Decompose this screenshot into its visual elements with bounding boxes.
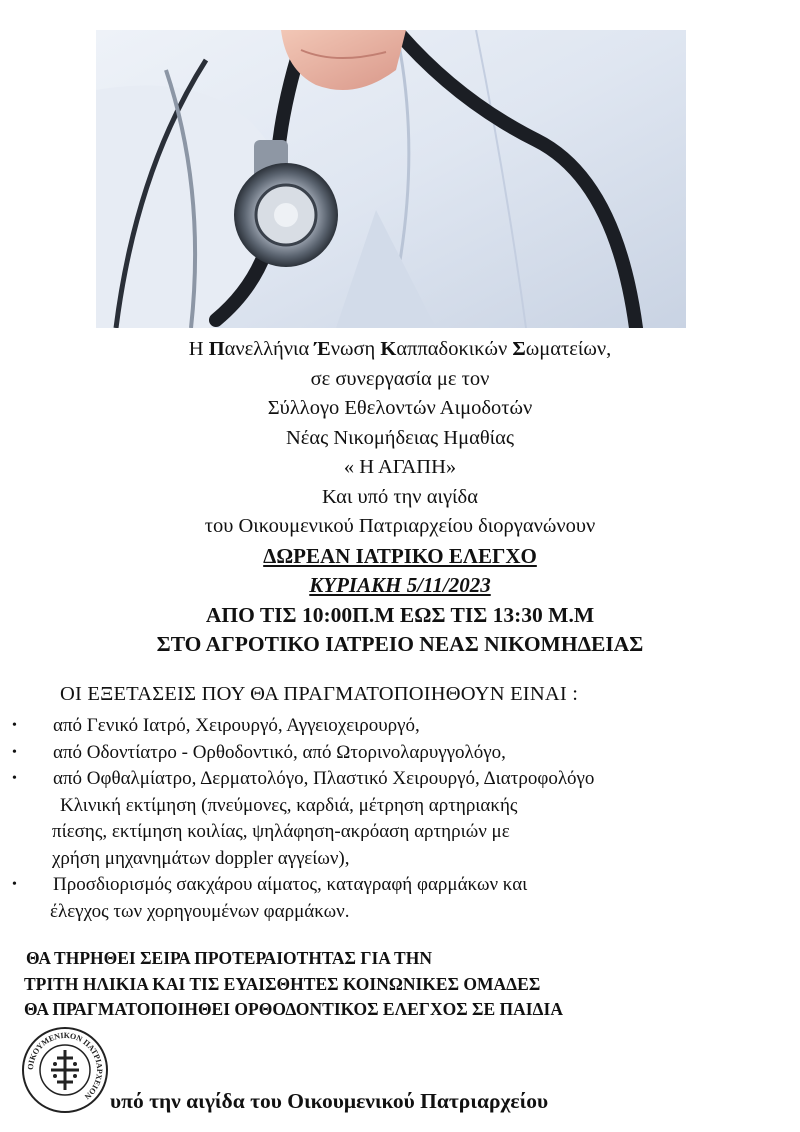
event-title: ΔΩΡΕΑΝ ΙΑΤΡΙΚΟ ΕΛΕΓΧΟ [263,543,537,568]
bullet: • [12,744,17,760]
bullet: • [12,771,17,786]
stethoscope-icon [96,30,686,328]
patriarchate-seal-icon [21,1026,109,1114]
bullet: • [12,877,17,892]
intro-line-5: « Η ΑΓΑΠΗ» [343,456,457,478]
bullet: • [12,718,17,733]
event-time: ΑΠΟ ΤΙΣ 10:00Π.Μ ΕΩΣ ΤΙΣ 13:30 Μ.Μ [205,602,595,627]
intro-line-3: Σύλλογο Εθελοντών Αιμοδοτών [267,397,533,419]
intro-line-4: Νέας Νικομήδειας Ημαθίας [285,426,515,449]
exams-list [0,713,800,925]
intro-line-6: Και υπό την αιγίδα [322,485,478,508]
exams-heading: ΟΙ ΕΞΕΤΑΣΕΙΣ ΠΟΥ ΘΑ ΠΡΑΓΜΑΤΟΠΟΙΗΘΟΥΝ ΕΙΝΑΙ : [60,683,579,705]
list-item-continuation: Κλινική εκτίμηση (πνεύμονες, καρδιά, μέτρηση αρτηριακής [60,794,518,816]
intro-line-2: σε συνεργασία με τον [310,367,490,390]
event-place: ΣΤΟ ΑΓΡΟΤΙΚΟ ΙΑΤΡΕΙΟ ΝΕΑΣ ΝΙΚΟΜΗΔΕΙΑΣ [156,632,644,656]
list-item: • από Γενικό Ιατρό, Χειρουργό, Αγγειοχειρουργό, [0,713,800,740]
note-line-1: ΘΑ ΤΗΡΗΘΕΙ ΣΕΙΡΑ ΠΡΟΤΕΡΑΙΟΤΗΤΑΣ ΓΙΑ ΤΗΝ [26,948,432,968]
intro-line-7: του Οικουμενικού Πατριαρχείου διοργανώνουν [204,515,596,537]
list-item: • από Οδοντίατρο - Ορθοδοντικό, από Ωτορινολαρυγγολόγο, [0,740,800,767]
footer-text: υπό την αιγίδα του Οικουμενικού Πατριαρχείου [110,1089,549,1113]
list-item: • Προσδιορισμός σακχάρου αίματος, καταγραφή φαρμάκων και [0,872,800,899]
list-item-continuation: έλεγχος των χορηγουμένων φαρμάκων. [50,900,350,922]
priority-notes [24,946,563,1023]
seal-text: ΟΙΚΟΥΜΕΝΙΚΟΝ ΠΑΤΡΙΑΡΧΕΙΟΝ [25,1030,105,1102]
list-item-continuation: πίεσης, εκτίμηση κοιλίας, ψηλάφηση-ακρόαση αρτηριών με [52,821,510,842]
list-item: • από Οφθαλμίατρο, Δερματολόγο, Πλαστικό Χειρουργό, Διατροφολόγο [0,766,800,793]
note-line-3: ΘΑ ΠΡΑΓΜΑΤΟΠΟΙΗΘΕΙ ΟΡΘΟΔΟΝΤΙΚΟΣ ΕΛΕΓΧΟΣ ΣΕ ΠΑΙΔΙΑ [24,999,563,1019]
intro-block [0,335,800,660]
event-date: ΚΥΡΙΑΚΗ 5/11/2023 [309,573,491,597]
note-line-2: ΤΡΙΤΗ ΗΛΙΚΙΑ ΚΑΙ ΤΙΣ ΕΥΑΙΣΘΗΤΕΣ ΚΟΙΝΩΝΙΚΕΣ ΟΜΑΔΕΣ [24,973,541,994]
list-item-continuation: χρήση μηχανημάτων doppler αγγείων), [52,847,350,869]
organizer-line: Η Πανελλήνια Ένωση Καππαδοκικών Σωματείων, [188,338,612,360]
stethoscope-photo [96,30,686,328]
